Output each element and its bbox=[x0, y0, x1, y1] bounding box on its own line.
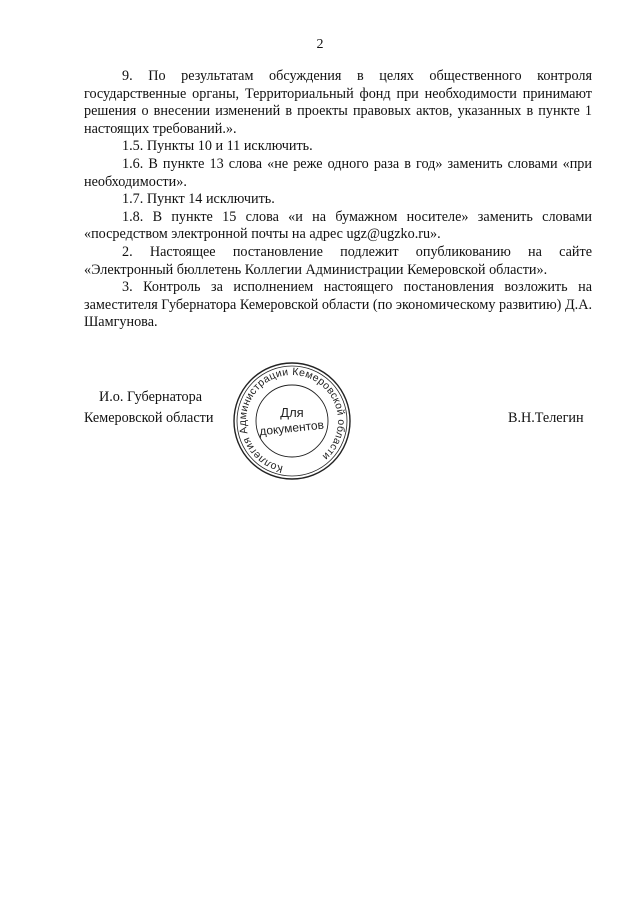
paragraph-9: 9. По результатам обсуждения в целях общественного контроля государственные органы, Территориальный фонд при необходимости принимают решения о внесении изменений в проекты правовых актов, указанных в пункте 1 настоящих требований.». bbox=[84, 68, 592, 137]
paragraph-1-5: 1.5. Пункты 10 и 11 исключить. bbox=[122, 138, 313, 155]
page-number: 2 bbox=[316, 37, 324, 52]
signatory-name: В.Н.Телегин bbox=[508, 410, 584, 426]
official-stamp bbox=[228, 361, 356, 485]
stamp-center-line2: документов bbox=[258, 417, 325, 439]
signatory-title: И.о. Губернатора bbox=[99, 389, 202, 405]
paragraph-1-7: 1.7. Пункт 14 исключить. bbox=[122, 191, 275, 208]
document-body bbox=[84, 68, 592, 332]
signatory-region: Кемеровской области bbox=[84, 410, 214, 426]
stamp-ring-text: Коллегия Администрации Кемеровской области bbox=[236, 365, 348, 476]
paragraph-3: 3. Контроль за исполнением настоящего постановления возложить на заместителя Губернатора Кемеровской области (по экономическому развитию) Д.А. Шамгунова. bbox=[84, 279, 592, 331]
paragraph-1-6: 1.6. В пункте 13 слова «не реже одного раза в год» заменить словами «при необходимости». bbox=[84, 155, 592, 190]
stamp-center-line1: Для bbox=[280, 405, 304, 420]
paragraph-2: 2. Настоящее постановление подлежит опубликованию на сайте «Электронный бюллетень Коллегии Администрации Кемеровской области». bbox=[84, 243, 592, 278]
paragraph-1-8: 1.8. В пункте 15 слова «и на бумажном носителе» заменить словами «посредством электронной почты на адрес ugz@ugzko.ru». bbox=[84, 208, 592, 243]
